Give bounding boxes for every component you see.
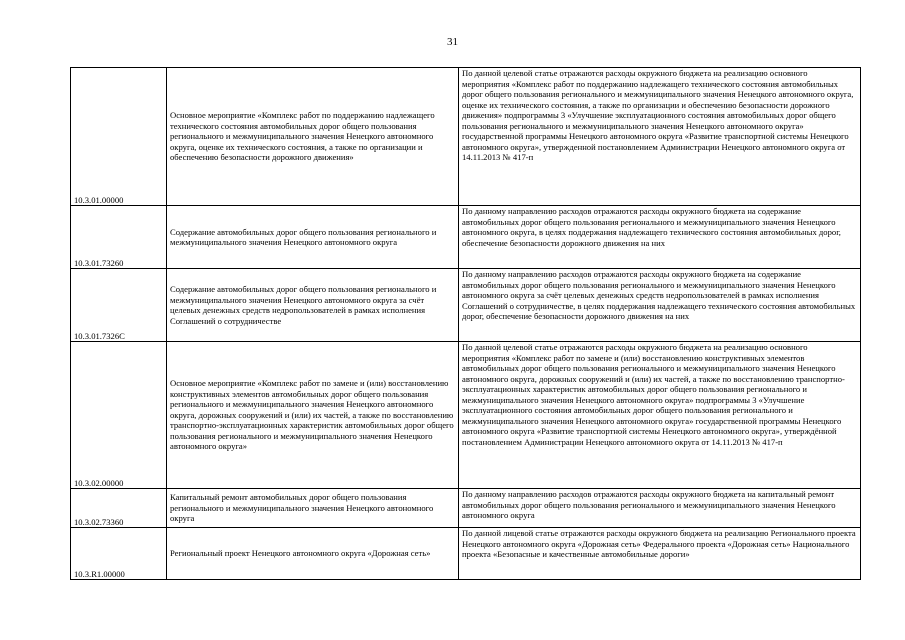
row-description: По данному направлению расходов отражаются расходы окружного бюджета на содержание автомобильных дорог общего пользования регионального и межмуниципального значения Ненецкого автономного округа за счёт целевых денежных средств недропользователей в рамках исполнения Соглашений о сотрудничестве, в целях поддержания надлежащего технического состояния автомобильных дорог, обеспечение безопасности дорожного движения на них xyxy=(459,269,861,342)
table-row xyxy=(71,489,861,528)
row-name: Региональный проект Ненецкого автономного округа «Дорожная сеть» xyxy=(167,528,459,580)
table-row xyxy=(71,206,861,269)
row-name: Содержание автомобильных дорог общего пользования регионального и межмуниципального значения Ненецкого автономного округа за счёт целевых денежных средств недропользователей в рамках исполнения Соглашений о сотрудничестве xyxy=(167,269,459,342)
row-code: 10.3.02.73360 xyxy=(71,489,167,528)
row-description: По данному направлению расходов отражаются расходы окружного бюджета на капитальный ремонт автомобильных дорог общего пользования регионального и межмуниципального значения Ненецкого автономного округа xyxy=(459,489,861,528)
budget-classification-table xyxy=(70,67,861,580)
row-code: 10.3.R1.00000 xyxy=(71,528,167,580)
table-row xyxy=(71,342,861,489)
row-name: Капитальный ремонт автомобильных дорог общего пользования регионального и межмуниципального значения Ненецкого автономного округа xyxy=(167,489,459,528)
row-code: 10.3.02.00000 xyxy=(71,342,167,489)
row-name: Содержание автомобильных дорог общего пользования регионального и межмуниципального значения Ненецкого автономного округа xyxy=(167,206,459,269)
row-name: Основное мероприятие «Комплекс работ по замене и (или) восстановлению конструктивных элементов автомобильных дорог общего пользования регионального и межмуниципального значения Ненецкого автономного округа, дорожных сооружений и (или) их частей, а также по восстановлению транспортно-эксплуатационных характеристик автомобильных дорог общего пользования регионального и межмуниципального значения Ненецкого автономного округа» xyxy=(167,342,459,489)
row-description: По данной целевой статье отражаются расходы окружного бюджета на реализацию основного мероприятия «Комплекс работ по замене и (или) восстановлению конструктивных элементов автомобильных дорог общего пользования регионального и межмуниципального значения Ненецкого автономного округа, дорожных сооружений и (или) их частей, а также по восстановлению транспортно-эксплуатационных характеристик автомобильных дорог общего пользования регионального и межмуниципального значения Ненецкого автономного округа» подпрограммы 3 «Улучшение эксплуатационного состояния автомобильных дорог общего пользования регионального и межмуниципального значения Ненецкого автономного округа» государственной программы Ненецкого автономного округа «Развитие транспортной системы Ненецкого автономного округа», утверждённой постановлением Администрации Ненецкого автономного округа от 14.11.2013 № 417-п xyxy=(459,342,861,489)
row-description: По данной целевой статье отражаются расходы окружного бюджета на реализацию основного мероприятия «Комплекс работ по поддержанию надлежащего технического состояния автомобильных дорог общего пользования регионального и межмуниципального значения Ненецкого автономного округа, оценке их технического состояния, а также по организации и обеспечению безопасности дорожного движения» подпрограммы 3 «Улучшение эксплуатационного состояния автомобильных дорог общего пользования регионального и межмуниципального значения Ненецкого автономного округа» государственной программы Ненецкого автономного округа «Развитие транспортной системы Ненецкого автономного округа», утвержденной постановлением Администрации Ненецкого автономного округа от 14.11.2013 № 417-п xyxy=(459,68,861,206)
row-description: По данному направлению расходов отражаются расходы окружного бюджета на содержание автомобильных дорог общего пользования регионального и межмуниципального значения Ненецкого автономного округа, в целях поддержания надлежащего технического состояния автомобильных дорог, обеспечение безопасности дорожного движения на них xyxy=(459,206,861,269)
table-row xyxy=(71,68,861,206)
table-row xyxy=(71,269,861,342)
row-name: Основное мероприятие «Комплекс работ по поддержанию надлежащего технического состояния автомобильных дорог общего пользования регионального и межмуниципального значения Ненецкого автономного округа, оценке их технического состояния, а также по организации и обеспечению безопасности дорожного движения» xyxy=(167,68,459,206)
table-row xyxy=(71,528,861,580)
row-code: 10.3.01.73260 xyxy=(71,206,167,269)
page-number: 31 xyxy=(447,36,458,48)
row-code: 10.3.01.00000 xyxy=(71,68,167,206)
row-description: По данной лицевой статье отражаются расходы окружного бюджета на реализацию Регионального проекта Ненецкого автономного округа «Дорожная сеть» Федерального проекта «Дорожная сеть» Национального проекта «Безопасные и качественные автомобильные дороги» xyxy=(459,528,861,580)
row-code: 10.3.01.7326С xyxy=(71,269,167,342)
